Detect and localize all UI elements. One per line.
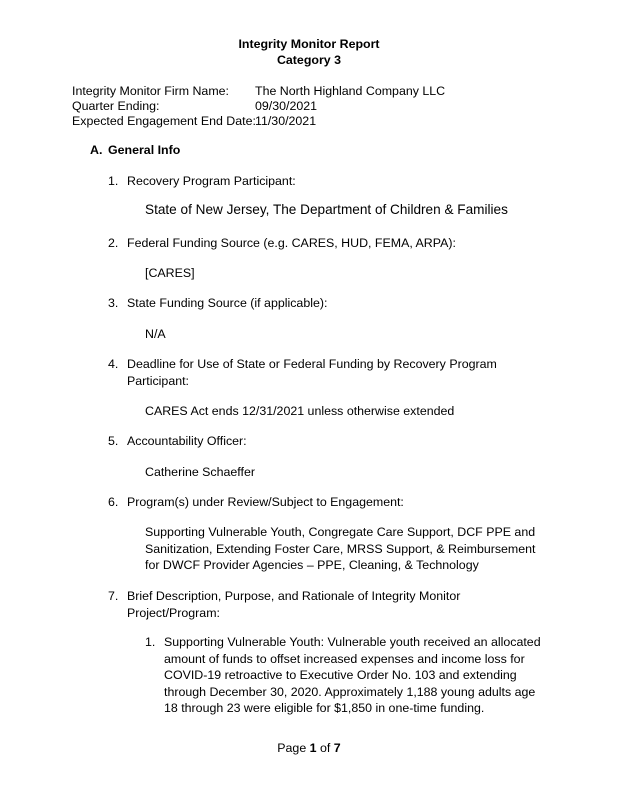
item-number: 5. <box>108 434 119 448</box>
item-question: Program(s) under Review/Subject to Engagement: <box>127 495 404 509</box>
item-number: 7. <box>108 589 119 603</box>
section-title: General Info <box>108 143 181 157</box>
report-title: Integrity Monitor Report <box>238 37 380 51</box>
section-marker: A. <box>90 143 103 157</box>
subitem-number: 1. <box>145 635 156 649</box>
report-category: Category 3 <box>276 53 342 67</box>
meta-value-firm: The North Highland Company LLC <box>255 84 446 98</box>
item-number: 1. <box>108 174 119 188</box>
item-answer: State of New Jersey, The Department of Children & Families <box>145 202 508 217</box>
subitem-text: Supporting Vulnerable Youth: Vulnerable youth received an allocated amount of funds to offset increased expenses and income loss for COVID-19 retroactive to Executive Order No. 103 and extending through December 30, 2020. Approximately 1,188 young adults age 18 through 23 were eligible for $1,850 in one-time funding. <box>164 635 541 715</box>
item-answer: Catherine Schaeffer <box>145 465 255 479</box>
item-question: Recovery Program Participant: <box>127 174 296 188</box>
footer-current-page: 1 <box>309 741 317 755</box>
meta-label-quarter: Quarter Ending: <box>72 99 160 113</box>
item-answer: [CARES] <box>145 266 195 280</box>
item-question: Federal Funding Source (e.g. CARES, HUD, FEMA, ARPA): <box>127 236 456 250</box>
footer-total-pages: 7 <box>333 741 341 755</box>
meta-label-end-date: Expected Engagement End Date: <box>72 114 256 128</box>
item-question: State Funding Source (if applicable): <box>127 296 328 310</box>
footer-middle: of <box>316 741 334 755</box>
page-footer <box>0 741 618 755</box>
item-number: 3. <box>108 296 119 310</box>
meta-value-end-date: 11/30/2021 <box>255 114 317 128</box>
item-question: Accountability Officer: <box>127 434 247 448</box>
meta-label-firm: Integrity Monitor Firm Name: <box>72 84 229 98</box>
footer-prefix: Page <box>277 741 310 755</box>
item-number: 2. <box>108 236 119 250</box>
item-number: 6. <box>108 495 119 509</box>
item-question: Deadline for Use of State or Federal Funding by Recovery Program Participant: <box>127 357 497 388</box>
item-number: 4. <box>108 357 119 371</box>
item-question: Brief Description, Purpose, and Rationale of Integrity Monitor Project/Program: <box>127 589 461 620</box>
item-answer: CARES Act ends 12/31/2021 unless otherwise extended <box>145 404 455 418</box>
meta-value-quarter: 09/30/2021 <box>255 99 318 113</box>
item-answer: Supporting Vulnerable Youth, Congregate Care Support, DCF PPE and Sanitization, Extending Foster Care, MRSS Support, & Reimbursement for DWCF Provider Agencies – PPE, Cleaning, & Technology <box>145 525 536 572</box>
item-answer: N/A <box>145 327 166 341</box>
